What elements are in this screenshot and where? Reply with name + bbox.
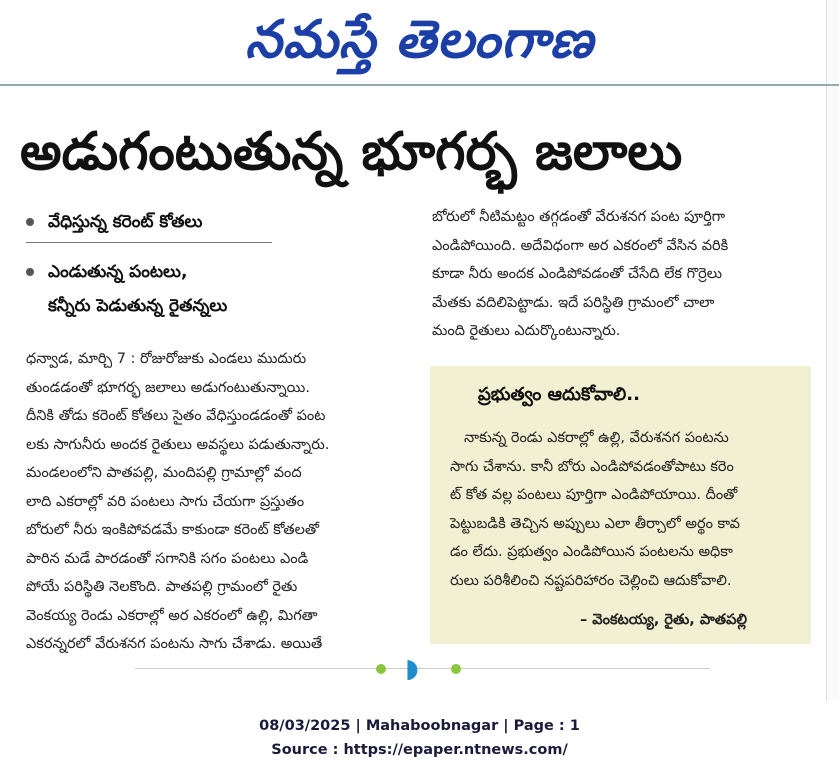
quote-box-body — [450, 424, 800, 595]
ornament-dot-icon — [376, 664, 386, 674]
body-line: కూడా నీరు అందక ఎండిపోవడంతో చేసేది లేక గొర్రెలు — [432, 266, 723, 282]
body-line: లకు సాగునీరు అందక రైతులు అవస్థలు పడుతున్నారు. — [26, 436, 330, 453]
masthead-title: నమస్తే తెలంగాణ — [245, 9, 594, 70]
source-url: Source : https://epaper.ntnews.com/ — [271, 742, 568, 758]
body-line: దీనికి తోడు కరెంట్ కోతలు సైతం వేధిస్తుండడంతో పంట — [26, 408, 326, 424]
quote-line: ట్ కోత వల్ల పంటలు పూర్తిగా ఎండిపోయాయి. దీంతో — [450, 487, 738, 503]
subhead-1-text: వేధిస్తున్న కరెంట్ కోతలు — [48, 212, 203, 232]
left-column — [26, 345, 416, 659]
article-headline: అడుగంటుతున్న భూగర్భ జలాలు — [20, 122, 683, 182]
subhead-2-line-1: ఎండుతున్న పంటలు, — [48, 262, 188, 282]
body-line: మంది రైతులు ఎదుర్కొంటున్నారు. — [432, 323, 621, 339]
body-line: మండలంలోని పాతపల్లి, మందిపల్లి గ్రామాల్లో వంద — [26, 465, 302, 481]
subhead-1 — [26, 212, 276, 236]
quote-box — [430, 366, 811, 644]
body-line: తుండడంతో భూగర్భ జలాలు అడుగంటుతున్నాయి. — [26, 379, 310, 396]
body-line: వెంకయ్య రెండు ఎకరాల్లో అర ఎకరంలో ఉల్లి, మిగతా — [26, 607, 318, 624]
body-line: బోరులో నీరు ఇంకిపోవడమే కాకుండా కరెంట్ కోతలతో — [26, 522, 320, 538]
quote-line: సాగు చేశాను. కానీ బోరు ఎండిపోవడంతోపాటు కరెం — [450, 458, 734, 475]
body-line: బోరులో నీటిమట్టం తగ్గడంతో వేరుశనగ పంట పూర్తిగా — [432, 209, 726, 225]
quote-line: డం లేదు. ప్రభుత్వం ఎండిపోయిన పంటలను అధికా — [450, 544, 733, 560]
masthead-logo — [0, 0, 839, 80]
bullet-icon — [26, 268, 34, 276]
body-line: పారిన మడే పారడంతో సగానికి సగం పంటలు ఎండి — [26, 550, 309, 567]
masthead-divider — [0, 84, 839, 86]
body-line: లాది ఎకరాల్లో వరి పంటలు సాగు చేయగా ప్రస్తుతం — [26, 493, 305, 510]
right-column — [432, 203, 812, 346]
ornament-logo-icon: ◗ — [405, 654, 419, 684]
edition-info: 08/03/2025 | Mahaboobnagar | Page : 1 — [259, 718, 580, 734]
body-line: ఎండిపోయింది. అదేవిధంగా అర ఎకరంలో వేసిన వరికి — [432, 237, 729, 254]
quote-line: నాకున్న రెండు ఎకరాల్లో ఉల్లి, వేరుశనగ పంటను — [464, 430, 729, 446]
subhead-2-continued — [48, 296, 328, 320]
body-line: ఎకరన్నరలో వేరుశనగ పంటను సాగు చేశాడు. అయితే — [26, 636, 323, 652]
body-line: మేతకు వదిలిపెట్టాడు. ఇదే పరిస్థితి గ్రామంలో చాలా — [432, 294, 715, 311]
subhead-divider — [26, 242, 272, 243]
body-line: ధన్వాడ, మార్చి 7 : రోజురోజుకు ఎండలు ముదురు — [26, 351, 307, 367]
subhead-2 — [26, 262, 276, 286]
ornament-dot-icon — [451, 664, 461, 674]
page-edge — [826, 0, 839, 700]
quote-line: రులు పరిశీలించి నష్టపరిహారం చెల్లించి ఆదుకోవాలి. — [450, 572, 732, 589]
subhead-2-line-2: కన్నీరు పెడుతున్న రైతన్నలు — [48, 296, 228, 316]
quote-box-title: ప్రభుత్వం ఆదుకోవాలి.. — [478, 384, 640, 405]
quote-signature: – వెంకటయ్య, రైతు, పాతపల్లి — [580, 612, 748, 628]
body-line: పోయే పరిస్థితి నెలకొంది. పాతపల్లి గ్రామంలో రైతు — [26, 579, 298, 595]
quote-line: పెట్టుబడికి తెచ్చిన అప్పులు ఎలా తీర్చాలో అర్థం కావ — [450, 515, 740, 532]
source-caption — [0, 714, 839, 762]
bullet-icon — [26, 218, 34, 226]
